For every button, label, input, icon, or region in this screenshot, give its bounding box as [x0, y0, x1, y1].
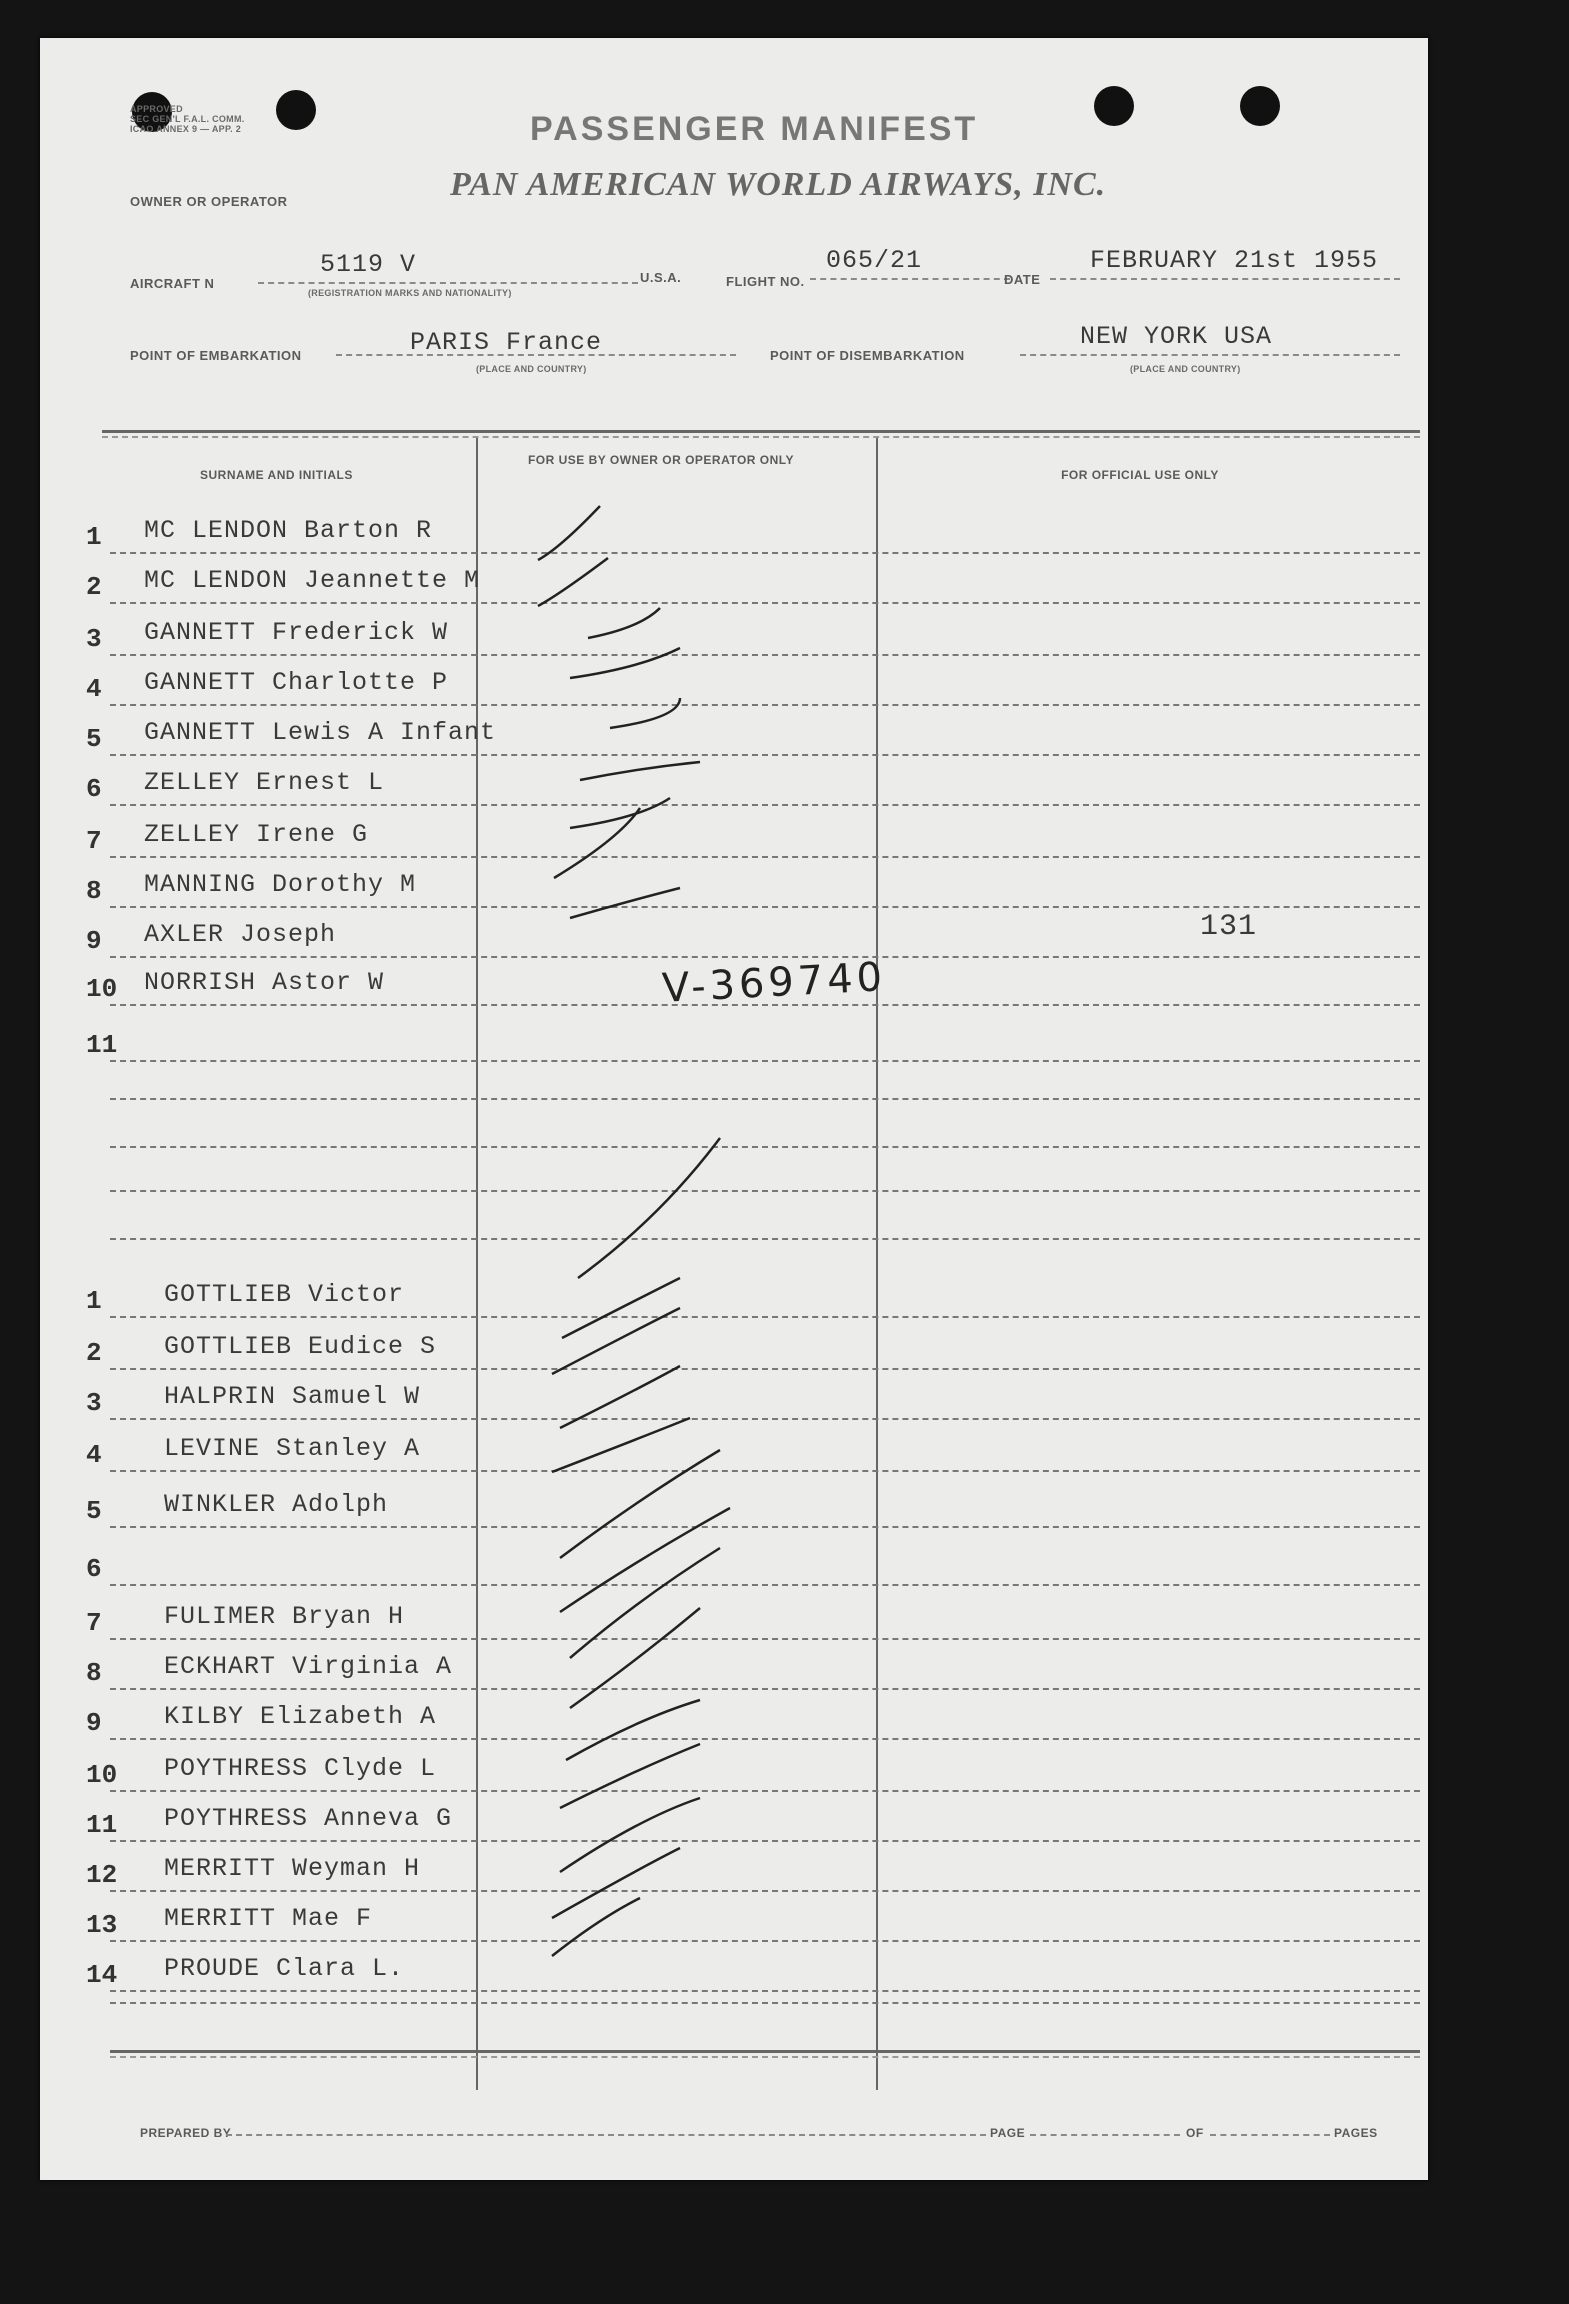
page-title: PASSENGER MANIFEST	[530, 110, 979, 148]
check-mark	[560, 1798, 700, 1872]
aircraft-sub: (REGISTRATION MARKS AND NATIONALITY)	[308, 288, 512, 298]
check-mark	[570, 888, 680, 918]
check-mark	[570, 648, 680, 678]
column-header-official: FOR OFFICIAL USE ONLY	[1061, 468, 1219, 482]
passenger-name: ZELLEY Irene G	[144, 820, 369, 849]
stamp-line: APPROVED	[130, 104, 183, 114]
passenger-name: MANNING Dorothy M	[144, 870, 417, 899]
column-header-owner: FOR USE BY OWNER OR OPERATOR ONLY	[527, 453, 795, 467]
page-label: PAGE	[990, 2126, 1026, 2140]
stamp-line: SEC GEN'L F.A.L. COMM.	[130, 114, 245, 124]
passenger-name: PROUDE Clara L.	[164, 1954, 405, 1983]
row-number: 3	[86, 624, 102, 654]
row-number: 5	[86, 724, 102, 754]
check-mark	[560, 1450, 720, 1558]
disembark-label: POINT OF DISEMBARKATION	[770, 348, 965, 363]
passenger-name: GANNETT Charlotte P	[144, 668, 449, 697]
pages-label: PAGES	[1334, 2126, 1378, 2140]
check-mark	[538, 506, 600, 560]
check-mark	[570, 798, 670, 828]
official-note: 131	[1200, 910, 1258, 944]
row-number: 9	[86, 926, 102, 956]
embark-label: POINT OF EMBARKATION	[130, 348, 302, 363]
passenger-name: ECKHART Virginia A	[164, 1652, 453, 1681]
row-number: 2	[86, 572, 102, 602]
check-mark	[560, 1508, 730, 1612]
usa-label: U.S.A.	[640, 270, 682, 285]
row-number: 8	[86, 1658, 102, 1688]
disembark-value: NEW YORK USA	[1080, 322, 1273, 351]
passenger-name: MC LENDON Jeannette M	[144, 566, 481, 595]
row-number: 3	[86, 1388, 102, 1418]
check-mark	[560, 1744, 700, 1808]
row-number: 14	[86, 1960, 118, 1990]
passenger-name: KILBY Elizabeth A	[164, 1702, 437, 1731]
passenger-name: HALPRIN Samuel W	[164, 1382, 421, 1411]
passenger-name: AXLER Joseph	[144, 920, 337, 949]
row-number: 13	[86, 1910, 118, 1940]
check-mark	[552, 1418, 690, 1472]
check-mark	[538, 558, 608, 606]
passenger-name: POYTHRESS Clyde L	[164, 1754, 437, 1783]
row-number: 2	[86, 1338, 102, 1368]
manifest-sheet	[40, 38, 1428, 2180]
row-number: 11	[86, 1030, 118, 1060]
row-number: 9	[86, 1708, 102, 1738]
row-number: 5	[86, 1496, 102, 1526]
date-value: FEBRUARY 21st 1955	[1090, 246, 1379, 275]
stamp-line: ICAO ANNEX 9 — APP. 2	[130, 124, 241, 134]
passenger-name: FULIMER Bryan H	[164, 1602, 405, 1631]
passenger-name: MERRITT Weyman H	[164, 1854, 421, 1883]
disembark-sub: (PLACE AND COUNTRY)	[1130, 364, 1241, 374]
row-number: 10	[86, 1760, 118, 1790]
row-number: 11	[86, 1810, 118, 1840]
check-mark	[578, 1138, 720, 1278]
check-mark	[570, 1608, 700, 1708]
airline-name: PAN AMERICAN WORLD AIRWAYS, INC.	[450, 166, 1107, 203]
aircraft-value: 5119 V	[320, 250, 417, 279]
embark-value: PARIS France	[410, 328, 603, 357]
check-mark	[554, 808, 640, 878]
passenger-name: GANNETT Frederick W	[144, 618, 449, 647]
passenger-name: NORRISH Astor W	[144, 968, 385, 997]
check-mark	[610, 698, 680, 728]
column-header-names: SURNAME AND INITIALS	[200, 468, 353, 482]
check-mark	[580, 762, 700, 780]
passenger-name: MERRITT Mae F	[164, 1904, 373, 1933]
row-number: 10	[86, 974, 118, 1004]
row-number: 1	[86, 522, 102, 552]
date-label: DATE	[1004, 272, 1041, 287]
check-mark	[562, 1278, 680, 1338]
check-mark	[570, 1548, 720, 1658]
passenger-name: GOTTLIEB Victor	[164, 1280, 405, 1309]
passenger-name: GOTTLIEB Eudice S	[164, 1332, 437, 1361]
passenger-name: POYTHRESS Anneva G	[164, 1804, 453, 1833]
row-number: 1	[86, 1286, 102, 1316]
row-number: 7	[86, 1608, 102, 1638]
row-number: 7	[86, 826, 102, 856]
embark-sub: (PLACE AND COUNTRY)	[476, 364, 587, 374]
check-mark	[588, 608, 660, 638]
prepared-label: PREPARED BY	[140, 2126, 232, 2140]
passenger-name: LEVINE Stanley A	[164, 1434, 421, 1463]
passenger-name: WINKLER Adolph	[164, 1490, 389, 1519]
passenger-name: ZELLEY Ernest L	[144, 768, 385, 797]
check-mark	[560, 1366, 680, 1428]
flight-value: 065/21	[826, 246, 923, 275]
row-number: 8	[86, 876, 102, 906]
passenger-name: MC LENDON Barton R	[144, 516, 433, 545]
check-mark	[552, 1848, 680, 1918]
passenger-name: GANNETT Lewis A Infant	[144, 718, 497, 747]
check-marks	[40, 38, 1428, 2180]
row-number: 12	[86, 1860, 118, 1890]
row-number: 6	[86, 1554, 102, 1584]
aircraft-label: AIRCRAFT N	[130, 276, 215, 291]
check-mark	[552, 1308, 680, 1374]
check-mark	[552, 1898, 640, 1956]
row-number: 4	[86, 1440, 102, 1470]
of-label: OF	[1186, 2126, 1204, 2140]
flight-label: FLIGHT NO.	[726, 274, 805, 289]
owner-note: V-369740	[660, 954, 888, 1012]
row-number: 4	[86, 674, 102, 704]
owner-label: OWNER OR OPERATOR	[130, 194, 288, 209]
row-number: 6	[86, 774, 102, 804]
